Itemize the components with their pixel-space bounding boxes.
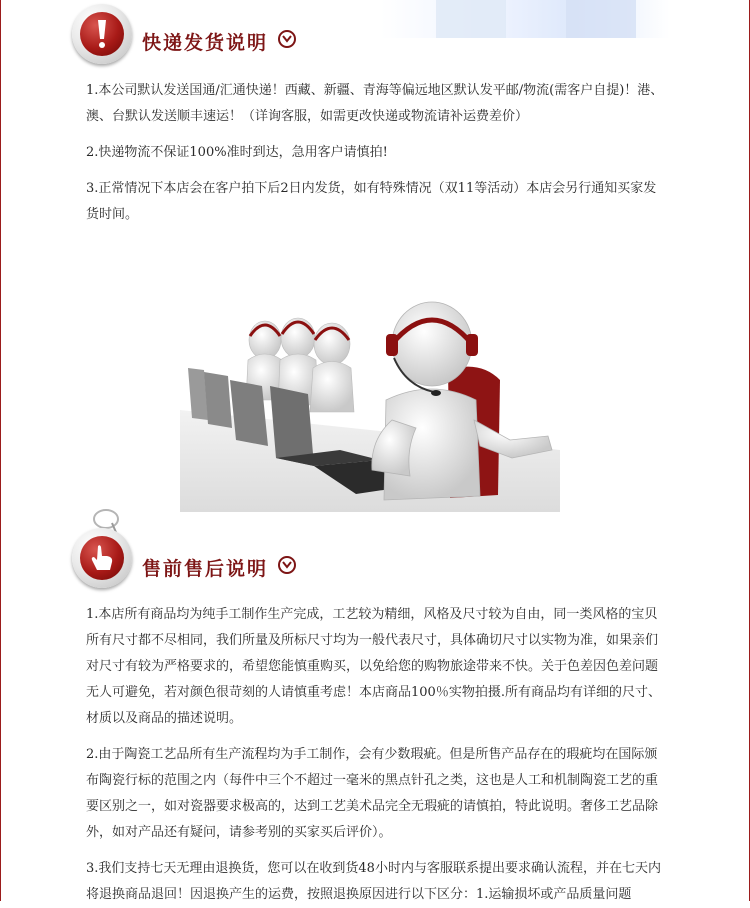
hand-click-badge-icon [72, 528, 132, 588]
aftersale-content [86, 602, 666, 908]
aftersale-paragraph: 1.本店所有商品均为纯手工制作生产完成，工艺较为精细，风格及尺寸较为自由，同一类风格的宝贝所有尺寸都不尽相同，我们所量及所标尺寸均为一般代表尺寸，具体确切尺寸以实物为准，如果亲们对尺寸有较为严格要求的，希望您能慎重购买，以免给您的购物旅途带来不快。关于色差因色差问题无人可避免，若对颜色很苛刻的人请慎重考虑！本店商品100％实物拍摄.所有商品均有详细的尺寸、材质以及商品的描述说明。 [86, 607, 661, 726]
shipping-section-header [72, 4, 672, 70]
shipping-title: 快递发货说明 [142, 32, 269, 54]
chevron-down-icon[interactable] [278, 556, 296, 574]
aftersale-title: 售前售后说明 [142, 558, 269, 580]
chevron-down-icon[interactable] [278, 30, 296, 48]
shipping-paragraph: 2.快递物流不保证100%准时到达，急用客户请慎拍! [86, 145, 388, 160]
exclamation-badge-icon [72, 4, 132, 64]
aftersale-section-header [72, 528, 672, 594]
shipping-paragraph: 3.正常情况下本店会在客户拍下后2日内发货，如有特殊情况（双11等活动）本店会另行通知买家发货时间。 [86, 181, 657, 222]
shipping-content [86, 78, 666, 228]
aftersale-paragraph: 3.我们支持七天无理由退换货，您可以在收到货48小时内与客服联系提出要求确认流程，并在七天内将退换商品退回！因退换产生的运费，按照退换原因进行以下区分：1.运输损坏或产品质量问题 [86, 861, 661, 902]
shipping-paragraph: 1.本公司默认发送国通/汇通快递！西藏、新疆、青海等偏远地区默认发平邮/物流(需客户自提)！港、澳、台默认发送顺丰速运！（详询客服，如需更改快递或物流请补运费差价） [86, 83, 664, 124]
aftersale-paragraph: 2.由于陶瓷工艺品所有生产流程均为手工制作，会有少数瑕疵。但是所售产品存在的瑕疵均在国际颁布陶瓷行标的范围之内（每件中三个不超过一毫米的黑点针孔之类，这也是人工和机制陶瓷工艺的重要区别之一，如对瓷器要求极高的，达到工艺美术品完全无瑕疵的请慎拍，特此说明。奢侈工艺品除外，如对产品还有疑问，请参考别的买家买后评价）。 [86, 747, 659, 840]
customer-service-illustration [180, 300, 560, 512]
